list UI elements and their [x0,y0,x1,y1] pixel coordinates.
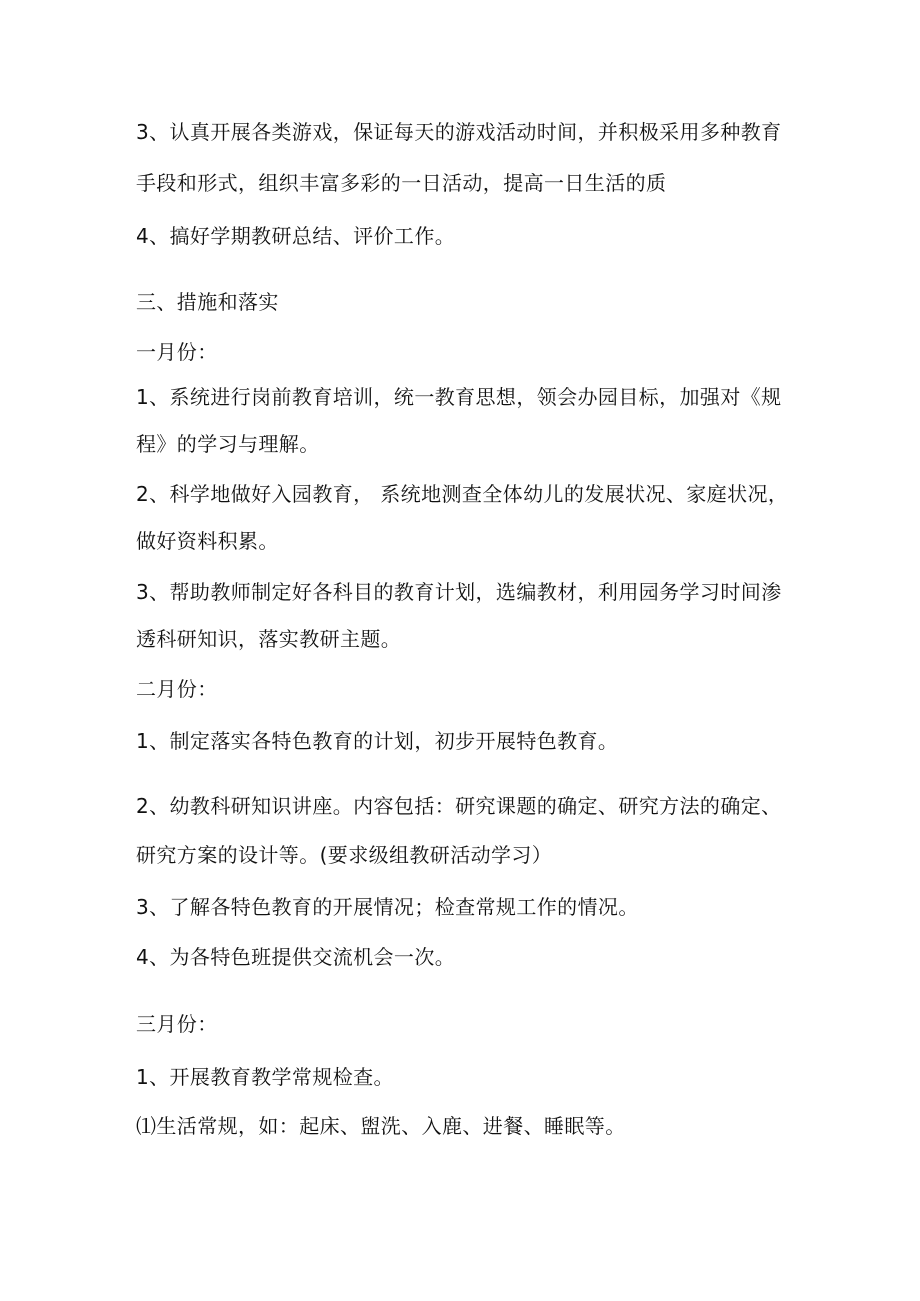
text-line: 3、认真开展各类游戏，保证每天的游戏活动时间，并积极采用多种教育 [136,120,782,144]
text-line: 3、了解各特色教育的开展情况；检查常规工作的情况。 [136,895,639,919]
month-heading: 二月份： [136,677,218,701]
month-heading: 三月份： [136,1012,218,1036]
text-line: 研究方案的设计等。(要求级组教研活动学习） [136,843,553,867]
text-line: 透科研知识，落实教研主题。 [136,627,402,651]
text-line: 1、开展教育教学常规检查。 [136,1065,394,1089]
text-line: 4、为各特色班提供交流机会一次。 [136,945,456,969]
text-line: 1、制定落实各特色教育的计划，初步开展特色教育。 [136,729,619,753]
text-line: 程》的学习与理解。 [136,432,320,456]
text-line: 3、帮助教师制定好各科目的教育计划，选编教材，利用园务学习时间渗 [136,580,782,604]
text-line: 2、科学地做好入园教育， 系统地测查全体幼儿的发展状况、家庭状况， [136,482,789,506]
text-line: 1、系统进行岗前教育培训，统一教育思想，领会办园目标，加强对《规 [136,385,782,409]
month-heading: 一月份： [136,340,218,364]
text-line: 4、搞好学期教研总结、评价工作。 [136,224,456,248]
section-heading: 三、措施和落实 [136,290,279,314]
text-line: 手段和形式，组织丰富多彩的一日活动，提高一日生活的质 [136,171,667,195]
text-line: 做好资料积累。 [136,529,279,553]
text-line: 2、幼教科研知识讲座。内容包括：研究课题的确定、研究方法的确定、 [136,794,782,818]
text-line: ⑴生活常规，如：起床、盥洗、入鹿、进餐、睡眠等。 [136,1114,626,1138]
